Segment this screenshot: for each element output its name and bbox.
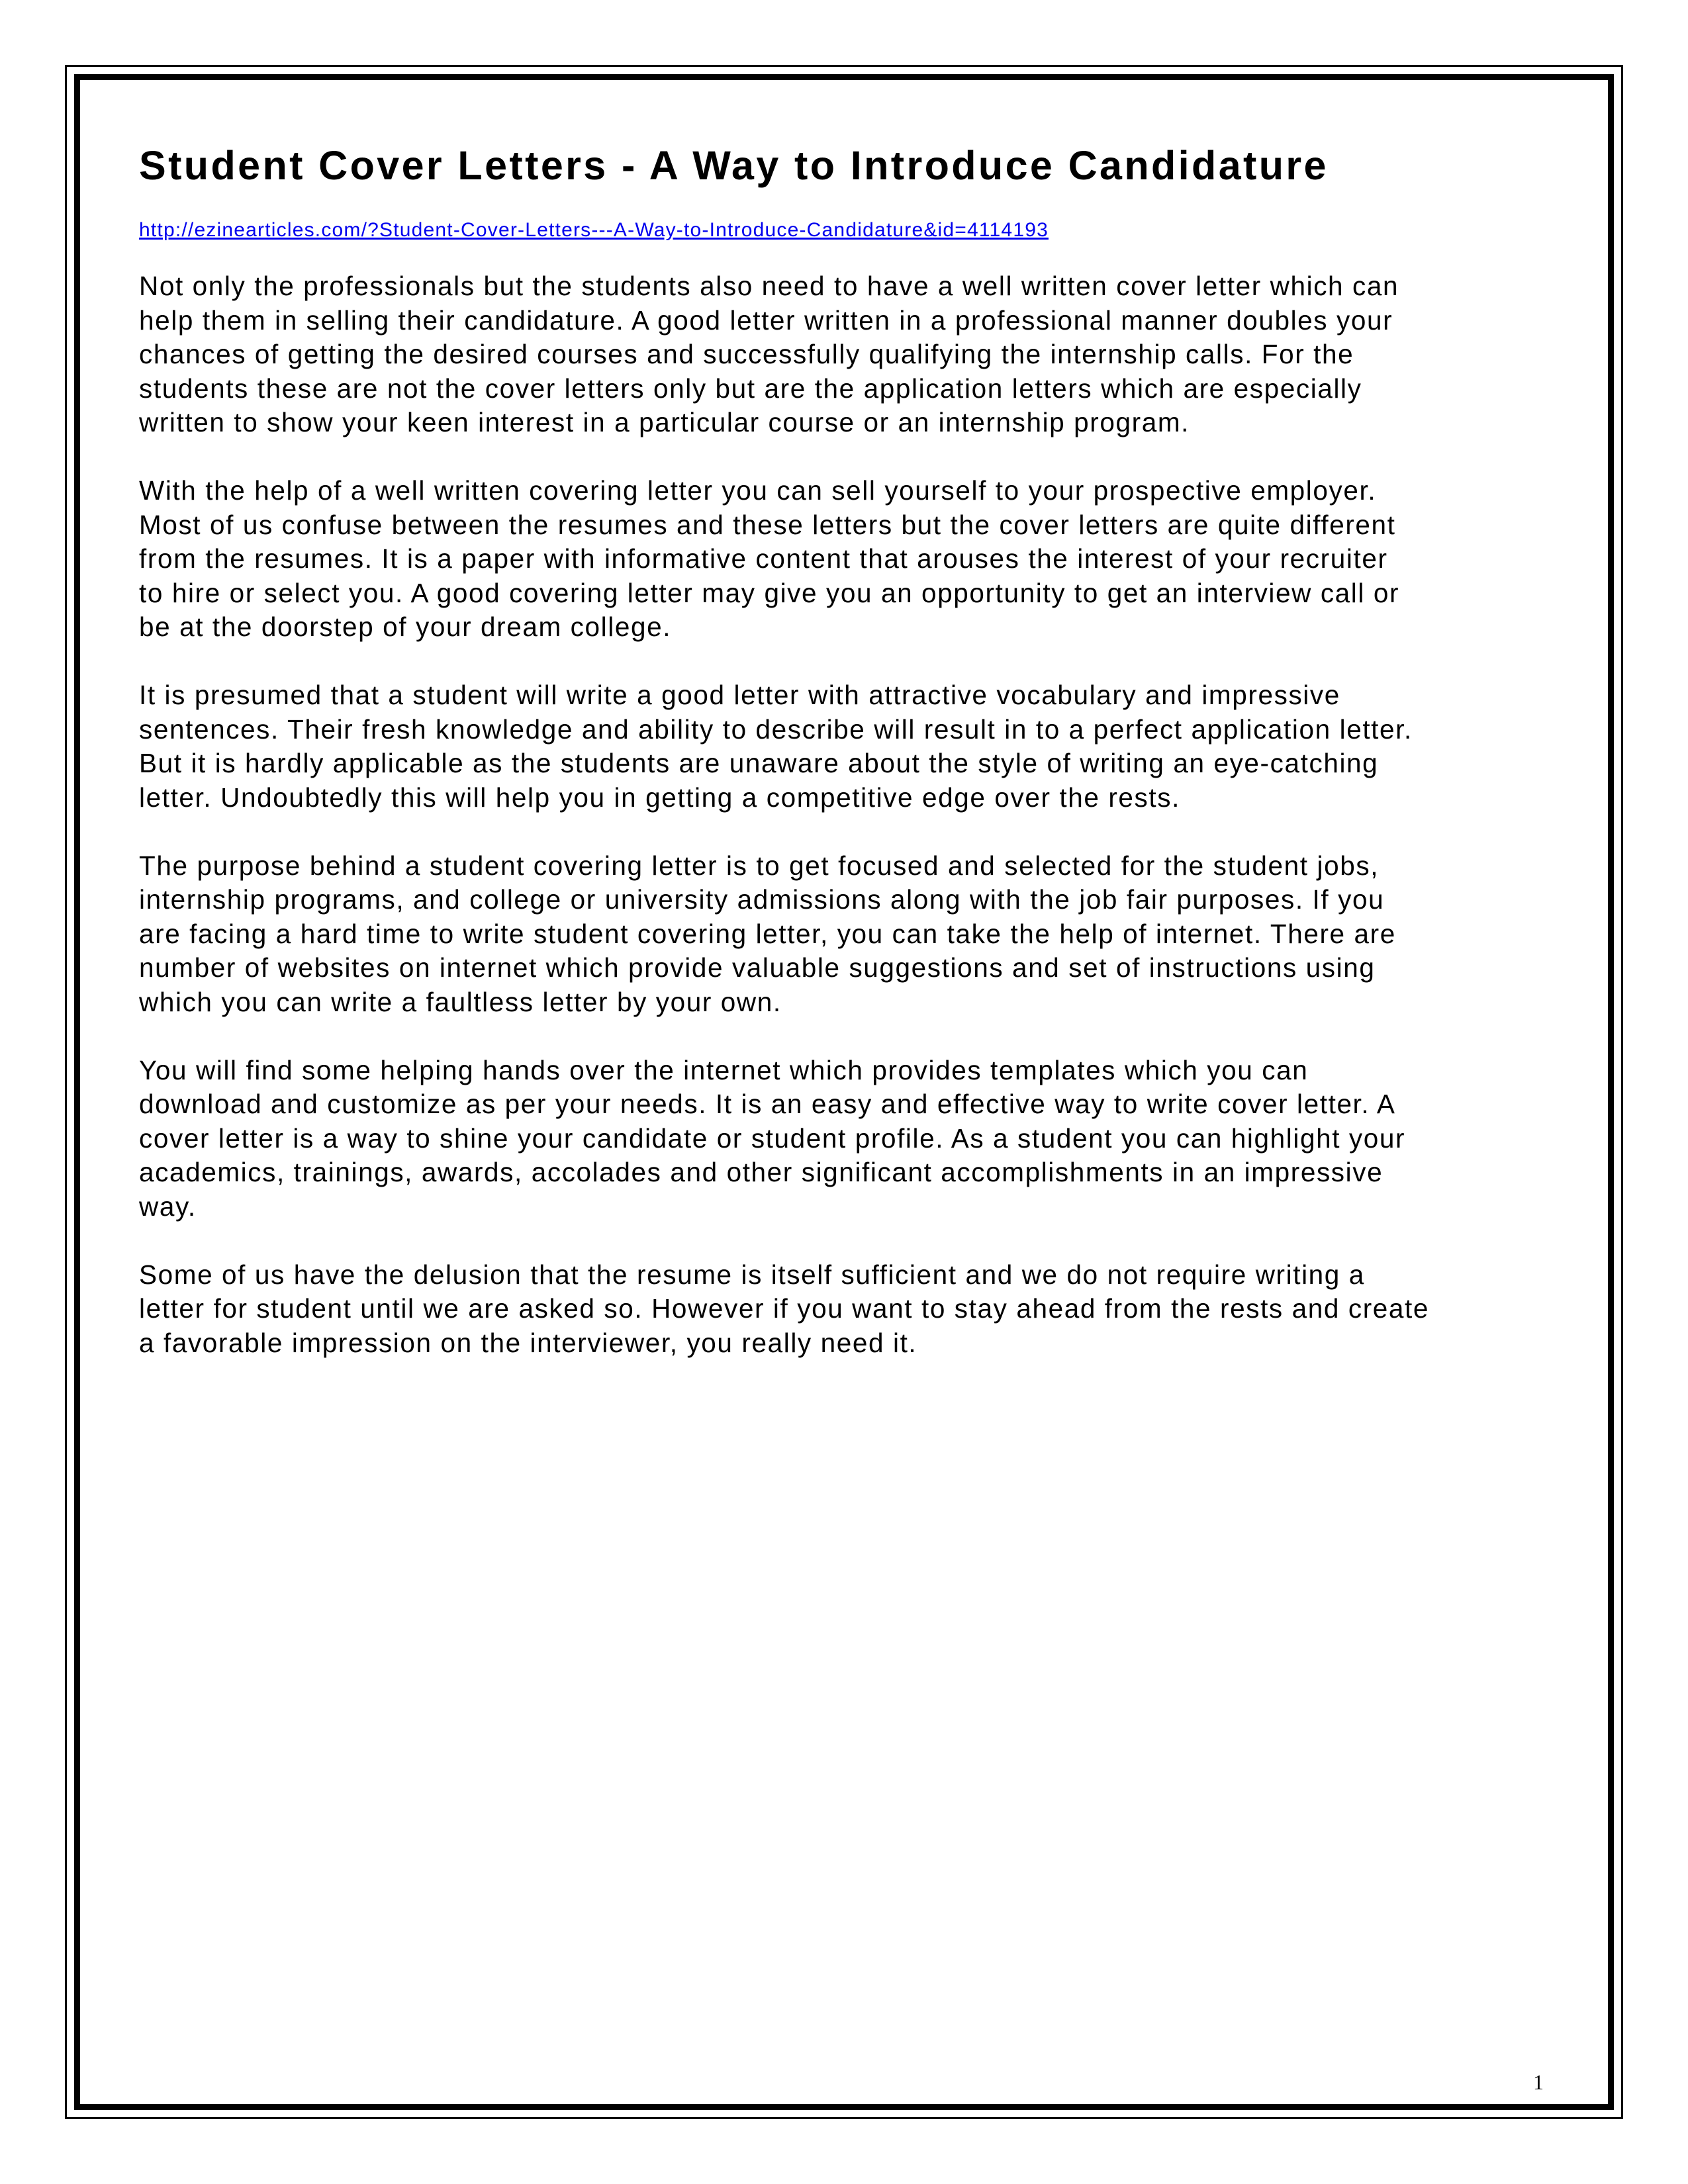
body-paragraph bbox=[139, 1258, 1562, 1361]
text-line: The purpose behind a student covering letter is to get focused and selected for the student jobs, bbox=[139, 850, 1380, 881]
text-line: to hire or select you. A good covering letter may give you an opportunity to get an interview call or bbox=[139, 577, 1400, 608]
text-line: internship programs, and college or university admissions along with the job fair purposes. If you bbox=[139, 884, 1385, 915]
page-number: 1 bbox=[1533, 2070, 1544, 2094]
text-line: You will find some helping hands over the internet which provides templates which you can bbox=[139, 1054, 1309, 1085]
text-line: written to show your keen interest in a particular course or an internship program. bbox=[139, 407, 1190, 437]
body-text bbox=[139, 269, 1562, 1360]
text-line: a favorable impression on the interviewer, you really need it. bbox=[139, 1327, 917, 1358]
text-line: which you can write a faultless letter by your own. bbox=[139, 986, 782, 1017]
text-line: letter for student until we are asked so. However if you want to stay ahead from the rests and create bbox=[139, 1293, 1430, 1324]
text-line: help them in selling their candidature. A good letter written in a professional manner doubles your bbox=[139, 304, 1393, 336]
document-content bbox=[139, 136, 1562, 1360]
text-line: download and customize as per your needs. It is an easy and effective way to write cover letter. A bbox=[139, 1089, 1396, 1119]
text-line: sentences. Their fresh knowledge and ability to describe will result in to a perfect application letter. bbox=[139, 713, 1413, 745]
text-line: students these are not the cover letters only but are the application letters which are especially bbox=[139, 373, 1362, 404]
body-paragraph bbox=[139, 269, 1562, 440]
text-line: number of websites on internet which provide valuable suggestions and set of instructions using bbox=[139, 952, 1376, 983]
text-line: academics, trainings, awards, accolades and other significant accomplishments in an impressive bbox=[139, 1157, 1383, 1187]
text-line: Some of us have the delusion that the resume is itself sufficient and we do not require writing a bbox=[139, 1259, 1365, 1290]
text-line: Most of us confuse between the resumes and these letters but the cover letters are quite different bbox=[139, 509, 1396, 540]
text-line: from the resumes. It is a paper with informative content that arouses the interest of your recruiter bbox=[139, 543, 1388, 574]
text-line: Not only the professionals but the students also need to have a well written cover letter which can bbox=[139, 271, 1399, 301]
text-line: chances of getting the desired courses and successfully qualifying the internship calls. For the bbox=[139, 339, 1354, 369]
text-line: But it is hardly applicable as the students are unaware about the style of writing an eye-catching bbox=[139, 748, 1379, 778]
text-line: are facing a hard time to write student covering letter, you can take the help of internet. There are bbox=[139, 918, 1396, 949]
text-line: be at the doorstep of your dream college. bbox=[139, 612, 672, 642]
body-paragraph bbox=[139, 678, 1562, 815]
source-link[interactable]: http://ezinearticles.com/?Student-Cover-Letters---A-Way-to-Introduce-Candidature&id=4114193 bbox=[139, 219, 1049, 241]
text-line: cover letter is a way to shine your candidate or student profile. As a student you can highlight your bbox=[139, 1122, 1406, 1154]
body-paragraph bbox=[139, 849, 1562, 1020]
text-line: It is presumed that a student will write a good letter with attractive vocabulary and impressive bbox=[139, 680, 1340, 710]
text-line: With the help of a well written covering letter you can sell yourself to your prospective employer. bbox=[139, 475, 1377, 506]
document-title: Student Cover Letters - A Way to Introduce Candidature bbox=[139, 143, 1329, 188]
text-line: way. bbox=[139, 1191, 197, 1222]
text-line: letter. Undoubtedly this will help you in getting a competitive edge over the rests. bbox=[139, 782, 1180, 813]
body-paragraph bbox=[139, 474, 1562, 645]
body-paragraph bbox=[139, 1054, 1562, 1224]
